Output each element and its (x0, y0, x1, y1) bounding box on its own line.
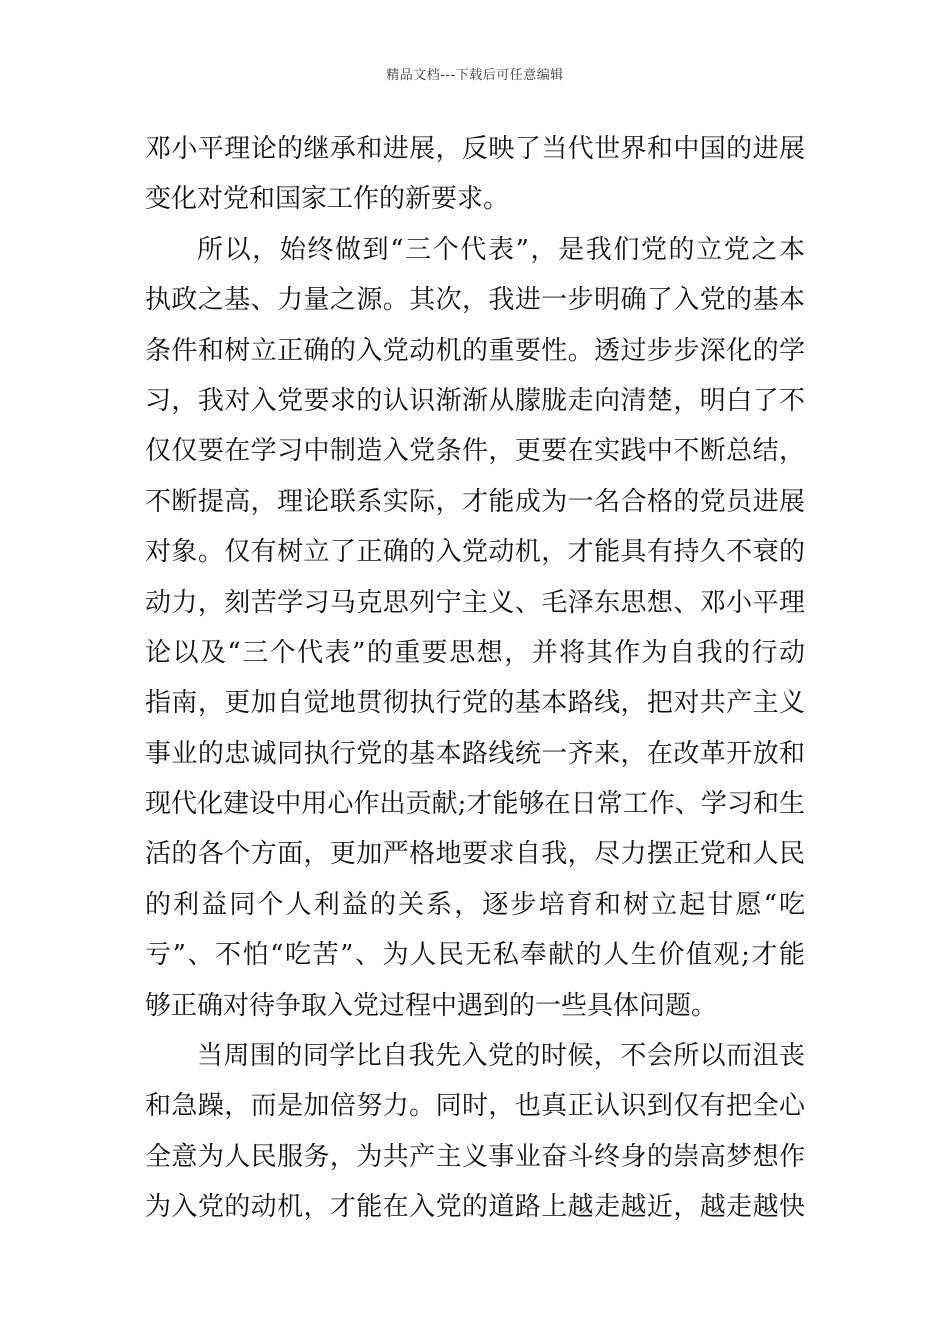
text-line: 仅仅要在学习中制造入党条件，更要在实践中不断总结， (145, 436, 805, 467)
text-line: 和急躁，而是加倍努力。同时，也真正认识到仅有把全心 (145, 1091, 805, 1122)
text-line: 的利益同个人利益的关系，逐步培育和树立起甘愿“吃 (145, 889, 805, 920)
text-line: 为入党的动机，才能在入党的道路上越走越近，越走越快 (145, 1192, 805, 1223)
text-line: 条件和树立正确的入党动机的重要性。透过步步深化的学 (145, 335, 805, 366)
text-line: 指南，更加自觉地贯彻执行党的基本路线，把对共产主义 (145, 688, 805, 719)
text-line: 对象。仅有树立了正确的入党动机，才能具有持久不衰的 (145, 537, 805, 568)
text-line: 执政之基、力量之源。其次，我进一步明确了入党的基本 (145, 285, 805, 316)
text-line: 变化对党和国家工作的新要求。 (145, 184, 510, 215)
text-line: 全意为人民服务，为共产主义事业奋斗终身的崇高梦想作 (145, 1141, 805, 1172)
text-line: 活的各个方面，更加严格地要求自我，尽力摆正党和人民 (145, 839, 805, 870)
text-line: 动力，刻苦学习马克思列宁主义、毛泽东思想、邓小平理 (145, 587, 805, 618)
text-line: 论以及“三个代表”的重要思想，并将其作为自我的行动 (145, 637, 805, 668)
text-line: 习，我对入党要求的认识渐渐从朦胧走向清楚，明白了不 (145, 385, 805, 416)
text-line: 所以，始终做到“三个代表”，是我们党的立党之本 (197, 234, 805, 265)
text-line: 邓小平理论的继承和进展，反映了当代世界和中国的进展 (145, 134, 805, 164)
text-line: 亏”、不怕“吃苦”、为人民无私奉献的人生价值观;才能 (145, 940, 805, 971)
text-line: 不断提高，理论联系实际，才能成为一名合格的党员进展 (145, 486, 805, 517)
text-line: 当周围的同学比自我先入党的时候，不会所以而沮丧 (197, 1041, 805, 1072)
text-line: 现代化建设中用心作出贡献;才能够在日常工作、学习和生 (145, 789, 805, 820)
page-header: 精品文档---下载后可任意编辑 (386, 68, 564, 83)
text-line: 够正确对待争取入党过程中遇到的一些具体问题。 (145, 990, 718, 1021)
body-text (145, 124, 805, 1233)
text-line: 事业的忠诚同执行党的基本路线统一齐来，在改革开放和 (145, 738, 805, 769)
